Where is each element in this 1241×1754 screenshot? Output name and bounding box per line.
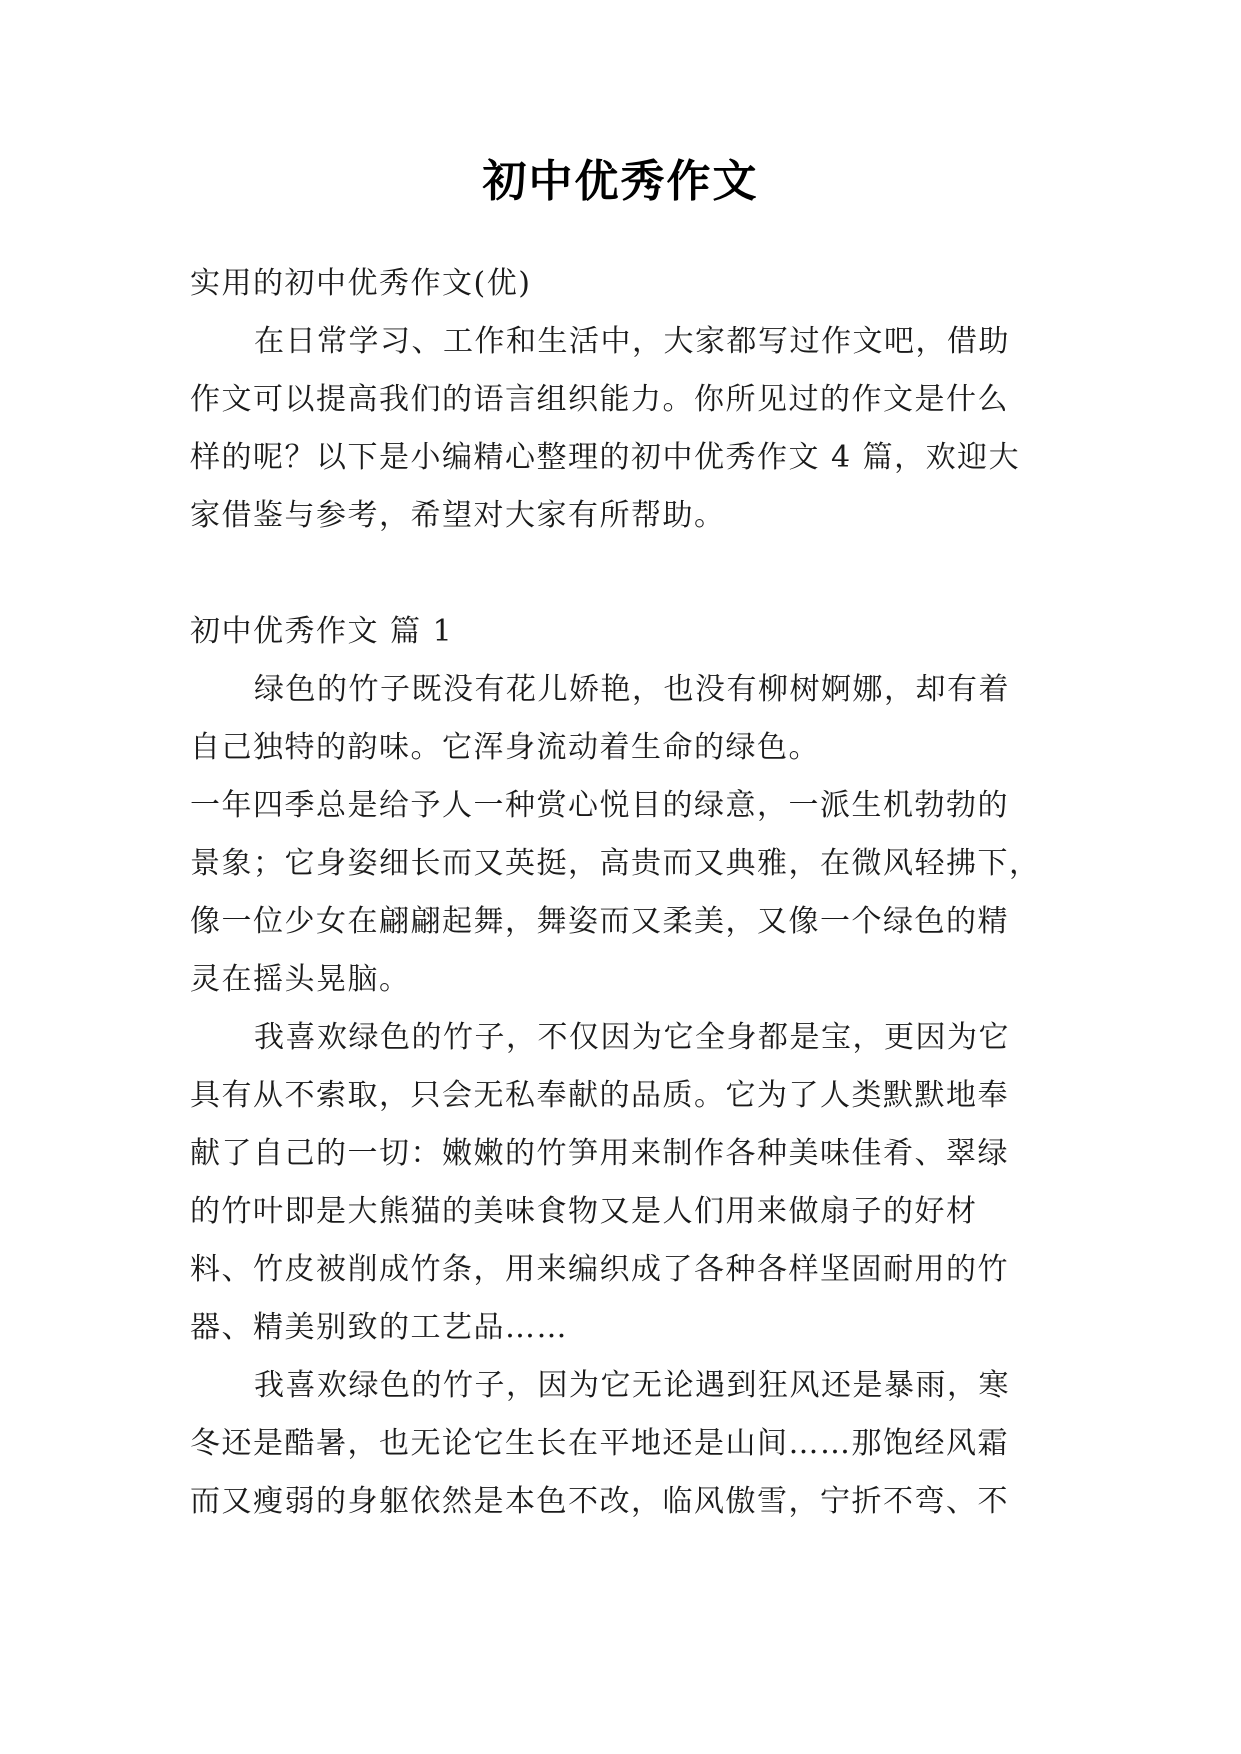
paragraph-line: 我喜欢绿色的竹子，不仅因为它全身都是宝，更因为它: [254, 1020, 1010, 1055]
paragraph-3: [190, 1009, 1052, 1357]
paragraph-line: 而又瘦弱的身躯依然是本色不改，临风傲雪，宁折不弯、不: [190, 1484, 1009, 1519]
paragraph-4: [190, 1357, 1052, 1531]
paragraph-line: 的竹叶即是大熊猫的美味食物又是人们用来做扇子的好材: [190, 1194, 978, 1229]
paragraph-line: 像一位少女在翩翩起舞，舞姿而又柔美，又像一个绿色的精: [190, 904, 1009, 939]
paragraph-line: 绿色的竹子既没有花儿娇艳，也没有柳树婀娜，却有着: [254, 672, 1010, 707]
document-title: 初中优秀作文: [482, 156, 759, 207]
paragraph-1: [190, 661, 1052, 777]
document-body: [190, 255, 1052, 1531]
paragraph-line: 灵在摇头晃脑。: [190, 962, 411, 997]
paragraph-line: 我喜欢绿色的竹子，因为它无论遇到狂风还是暴雨，寒: [254, 1368, 1010, 1403]
paragraph-line: 在日常学习、工作和生活中，大家都写过作文吧，借助: [254, 324, 1010, 359]
paragraph-line: 景象；它身姿细长而又英挺，高贵而又典雅，在微风轻拂下，: [190, 846, 1041, 881]
paragraph-line: 家借鉴与参考，希望对大家有所帮助。: [190, 498, 726, 533]
paragraph-line: 冬还是酷暑，也无论它生长在平地还是山间……那饱经风霜: [190, 1426, 1009, 1461]
paragraph-line: 作文可以提高我们的语言组织能力。你所见过的作文是什么: [190, 382, 1009, 417]
section-heading: 初中优秀作文 篇 1: [190, 614, 454, 649]
paragraph-line: 自己独特的韵味。它浑身流动着生命的绿色。: [190, 730, 820, 765]
paragraph-line: 样的呢？以下是小编精心整理的初中优秀作文 4 篇，欢迎大: [190, 440, 1021, 475]
paragraph-line: 具有从不索取，只会无私奉献的品质。它为了人类默默地奉: [190, 1078, 1009, 1113]
section-spacer: [190, 545, 1052, 603]
paragraph-line: 料、竹皮被削成竹条，用来编织成了各种各样坚固耐用的竹: [190, 1252, 1009, 1287]
paragraph-2: [190, 777, 1052, 1009]
paragraph-line: 一年四季总是给予人一种赏心悦目的绿意，一派生机勃勃的: [190, 788, 1009, 823]
paragraph-line: 献了自己的一切：嫩嫩的竹笋用来制作各种美味佳肴、翠绿: [190, 1136, 1009, 1171]
document-subtitle: 实用的初中优秀作文(优): [190, 266, 532, 301]
intro-paragraph: [190, 313, 1052, 545]
paragraph-line: 器、精美别致的工艺品……: [190, 1310, 568, 1345]
